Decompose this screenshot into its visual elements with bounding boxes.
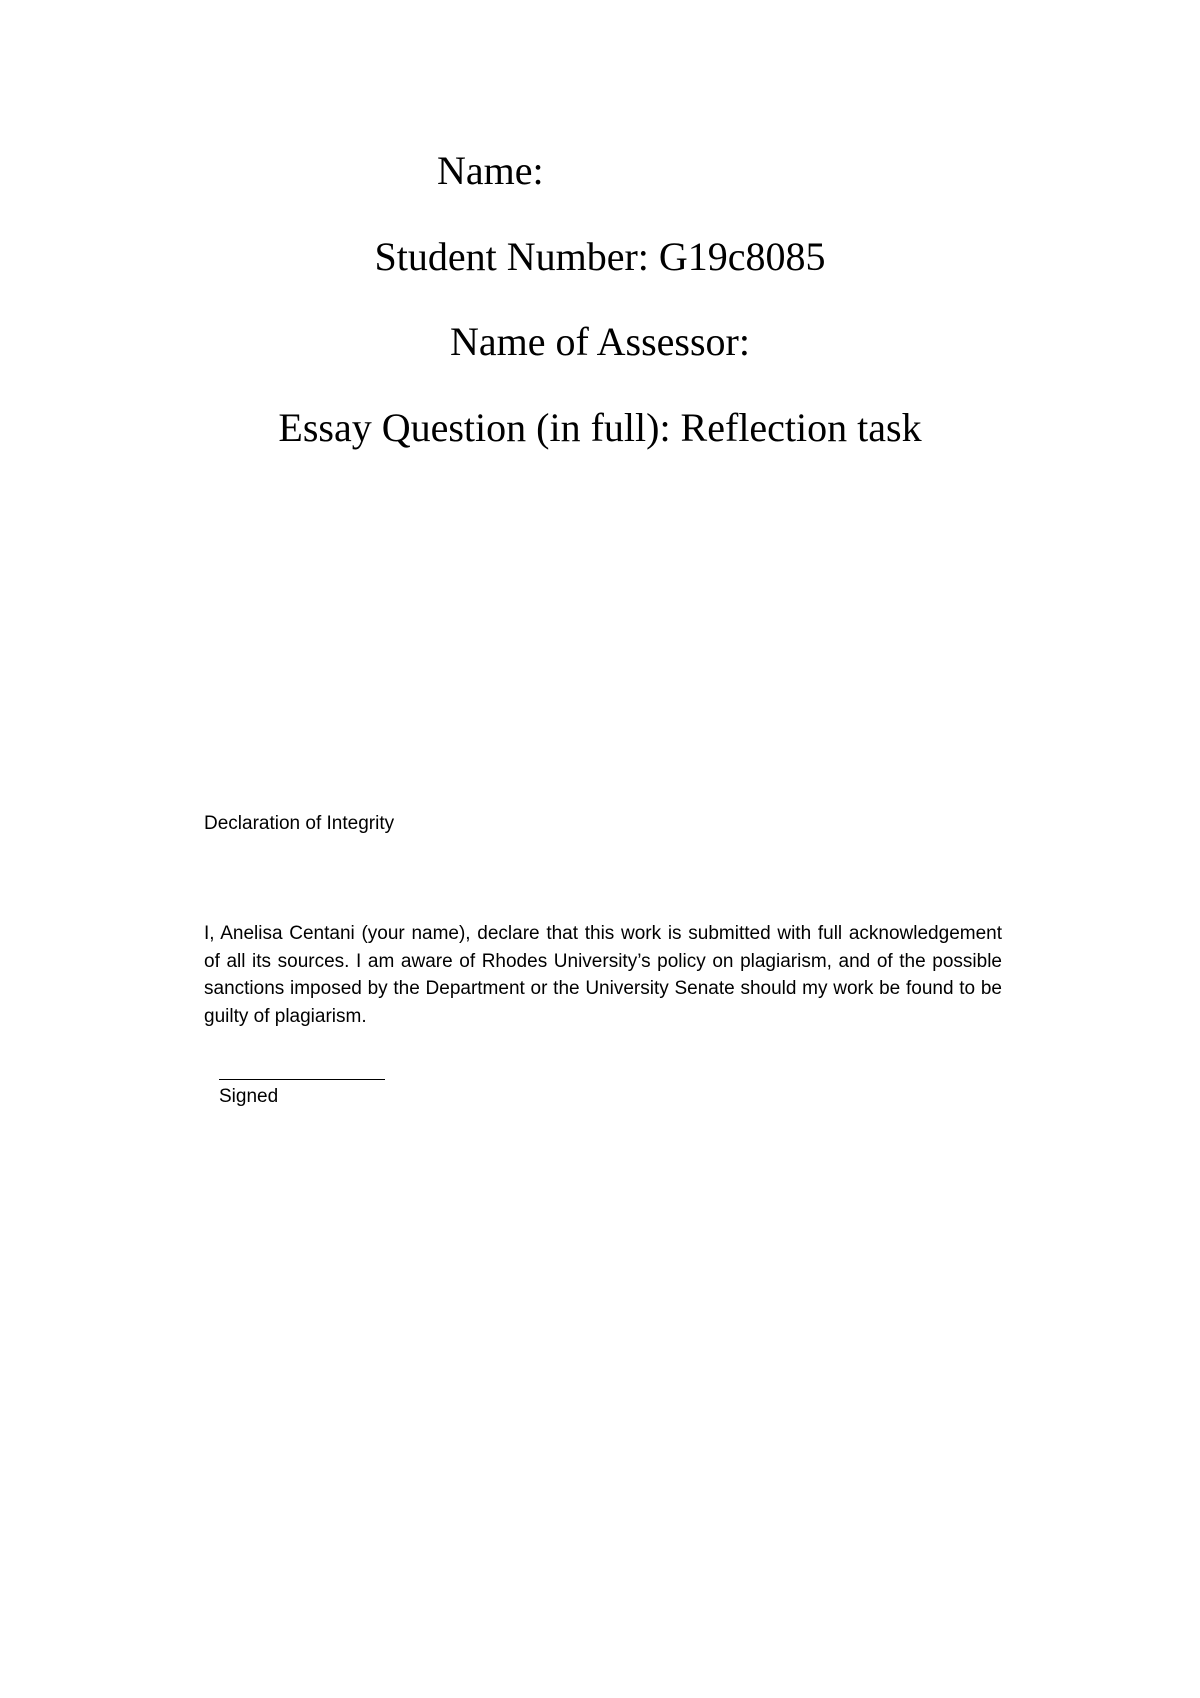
name-field-line: Name: (437, 148, 544, 193)
student-number-line: Student Number: G19c8085 (374, 234, 826, 279)
assessor-name-line: Name of Assessor: (450, 319, 750, 364)
declaration-heading: Declaration of Integrity (204, 813, 395, 834)
essay-question-line: Essay Question (in full): Reflection task (278, 405, 922, 450)
declaration-paragraph: I, Anelisa Centani (your name), declare that this work is submitted with full acknowledgement of all its sources. I am aware of Rhodes University’s policy on plagiarism, and of the possible sanctions imposed by the Department or the University Senate should my work be found to be guilty of plagiarism. (204, 923, 1002, 1027)
signed-label: Signed (219, 1086, 279, 1107)
signature-line (219, 1079, 385, 1080)
